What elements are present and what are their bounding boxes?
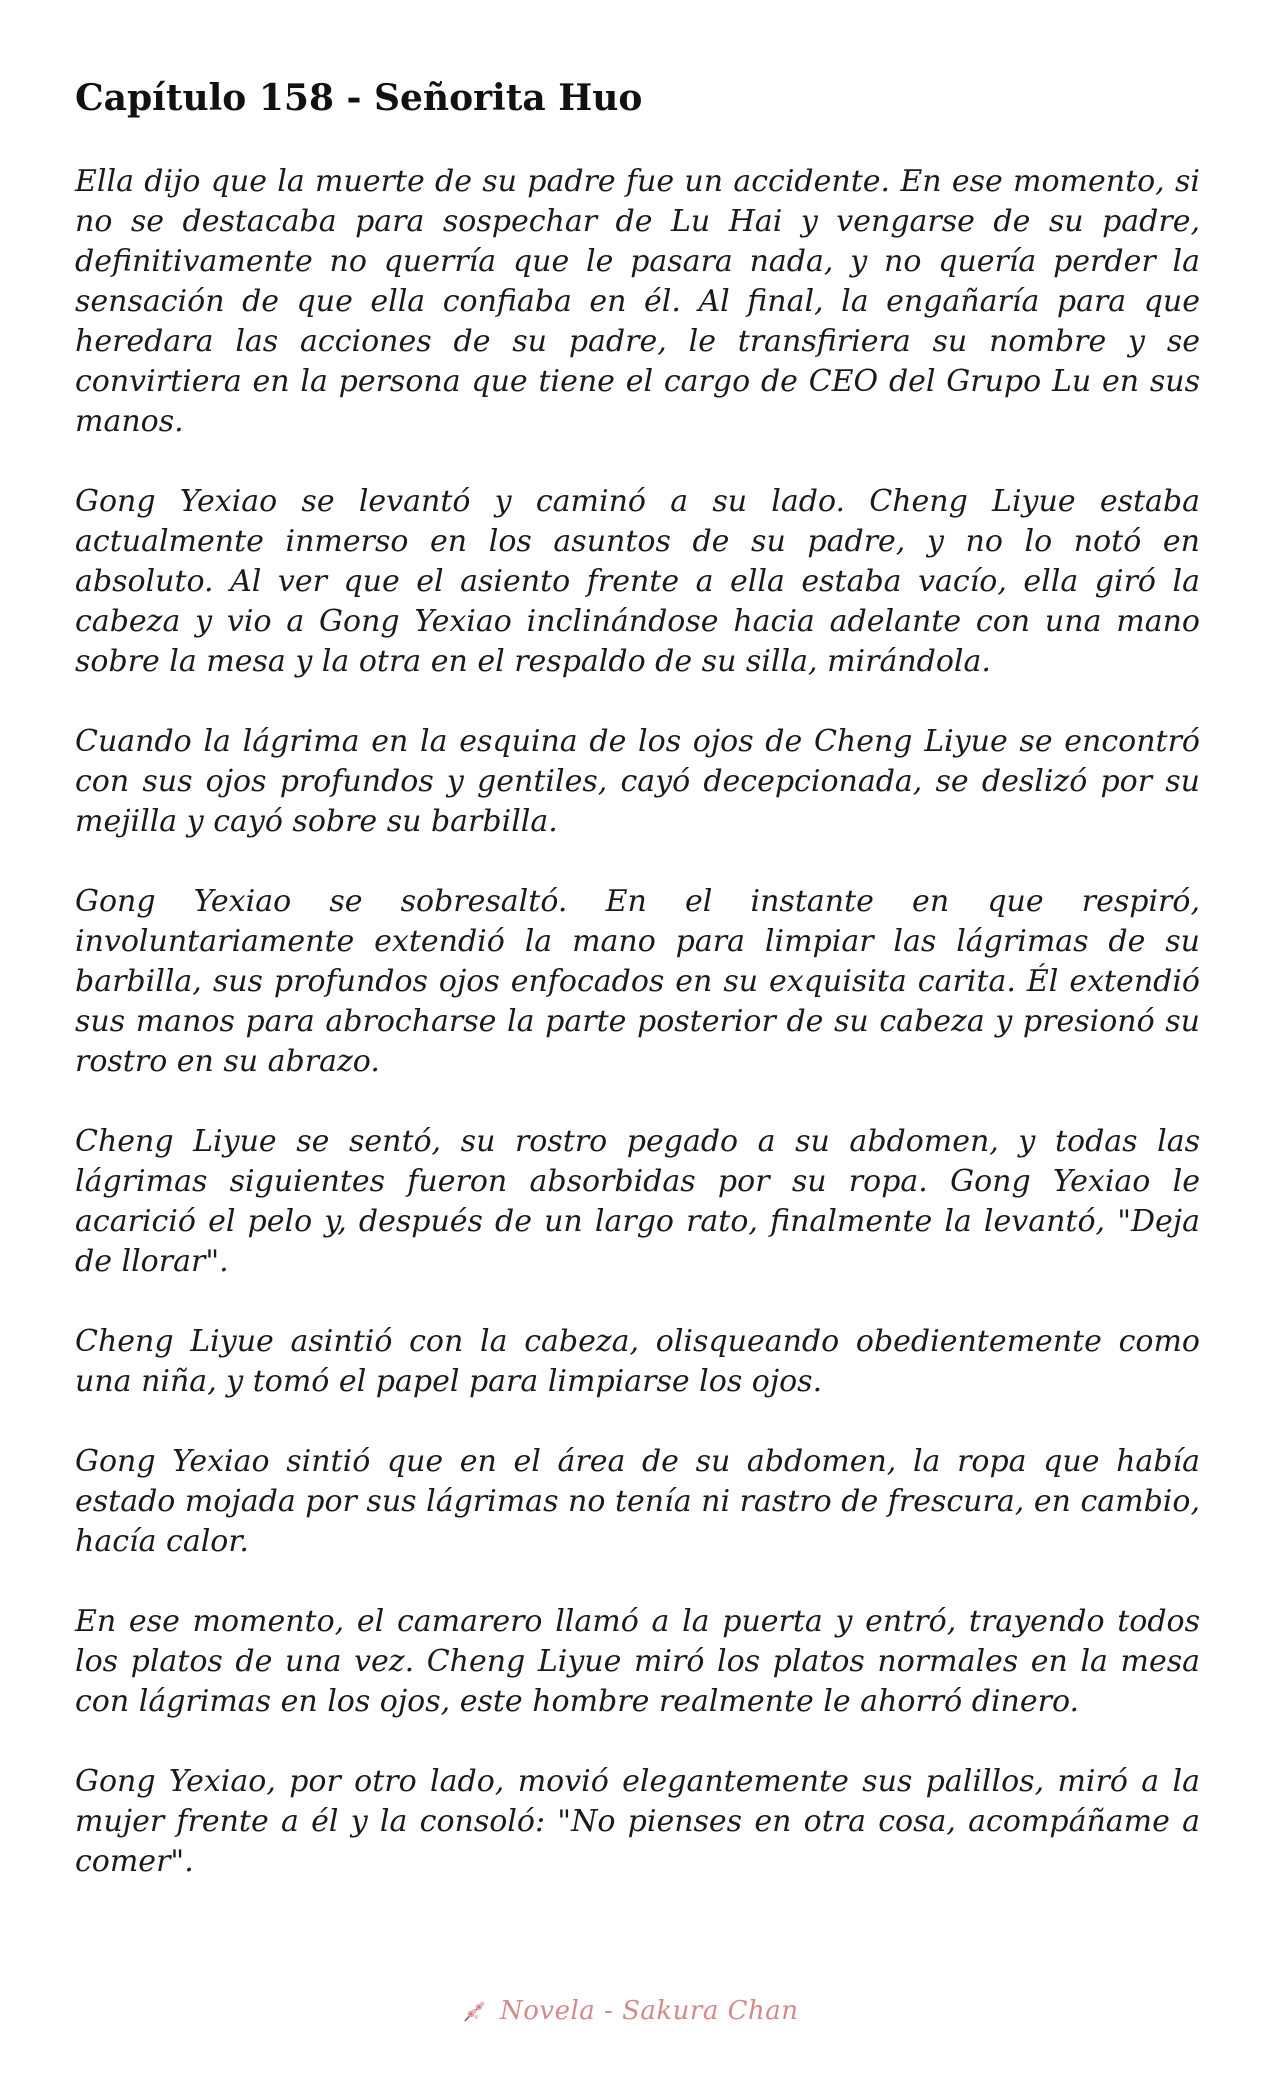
paragraph-3: Cuando la lágrima en la esquina de los ojos de Cheng Liyue se encontró con sus ojos profundos y gentiles, cayó decepcionada, se deslizó por su mejilla y cayó sobre su barbilla. <box>75 724 1200 839</box>
paragraph-1: Ella dijo que la muerte de su padre fue un accidente. En ese momento, si no se destacaba para sospechar de Lu Hai y vengarse de su padre, definitivamente no querría que le pasara nada, y no quería perder la sensación de que ella confiaba en él. Al final, la engañaría para que heredara las acciones de su padre, le transfiriera su nombre y se convirtiera en la persona que tiene el cargo de CEO del Grupo Lu en sus manos. <box>75 164 1200 439</box>
chapter-title: Capítulo 158 - Señorita Huo <box>75 77 643 119</box>
paragraph-5: Cheng Liyue se sentó, su rostro pegado a su abdomen, y todas las lágrimas siguientes fueron absorbidas por su ropa. Gong Yexiao le acarició el pelo y, después de un largo rato, finalmente la levantó, "Deja de llorar". <box>75 1124 1200 1279</box>
cherry-blossom-icon <box>462 1997 490 2025</box>
paragraph-9: Gong Yexiao, por otro lado, movió elegantemente sus palillos, miró a la mujer frente a él y la consoló: "No pienses en otra cosa, acompáñame a comer". <box>75 1764 1200 1879</box>
watermark-text: Novela - Sakura Chan <box>500 1996 799 2026</box>
watermark <box>462 1993 799 2029</box>
document-page <box>75 70 1200 1922</box>
paragraph-2: Gong Yexiao se levantó y caminó a su lado. Cheng Liyue estaba actualmente inmerso en los asuntos de su padre, y no lo notó en absoluto. Al ver que el asiento frente a ella estaba vacío, ella giró la cabeza y vio a Gong Yexiao inclinándose hacia adelante con una mano sobre la mesa y la otra en el respaldo de su silla, mirándola. <box>75 484 1200 679</box>
paragraph-7: Gong Yexiao sintió que en el área de su abdomen, la ropa que había estado mojada por sus lágrimas no tenía ni rastro de frescura, en cambio, hacía calor. <box>75 1444 1200 1559</box>
paragraph-6: Cheng Liyue asintió con la cabeza, olisqueando obedientemente como una niña, y tomó el papel para limpiarse los ojos. <box>75 1324 1200 1399</box>
paragraph-4: Gong Yexiao se sobresaltó. En el instante en que respiró, involuntariamente extendió la mano para limpiar las lágrimas de su barbilla, sus profundos ojos enfocados en su exquisita carita. Él extendió sus manos para abrocharse la parte posterior de su cabeza y presionó su rostro en su abrazo. <box>75 884 1200 1079</box>
paragraph-8: En ese momento, el camarero llamó a la puerta y entró, trayendo todos los platos de una vez. Cheng Liyue miró los platos normales en la mesa con lágrimas en los ojos, este hombre realmente le ahorró dinero. <box>75 1604 1200 1719</box>
